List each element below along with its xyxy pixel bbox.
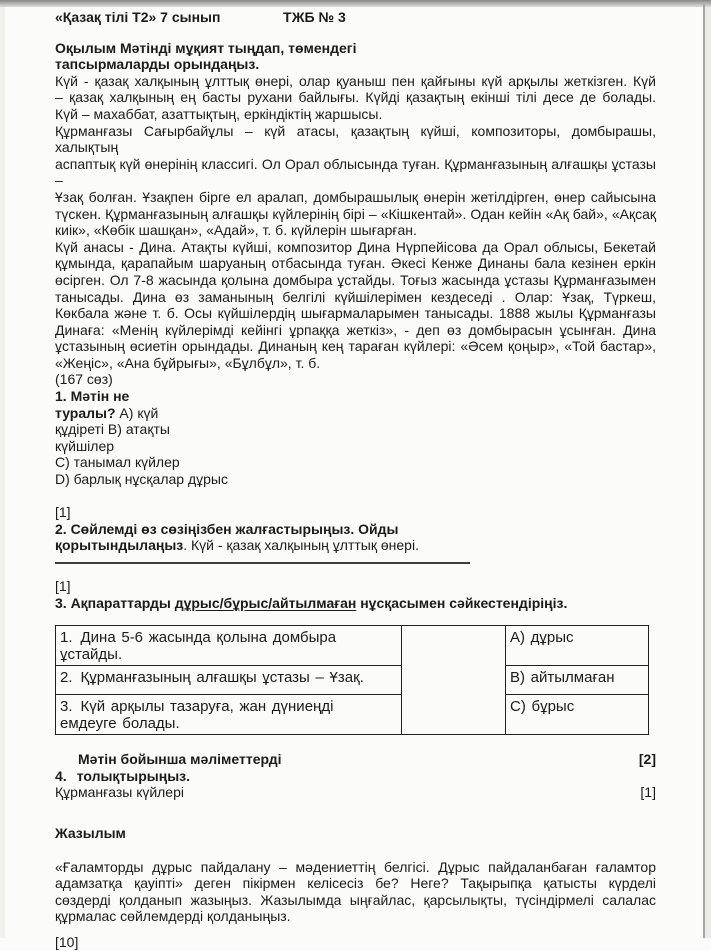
scan-right-gutter (705, 7, 711, 938)
statement-text: Күй арқылы тазаруға, жан дүниеңді емдеуге болады. (60, 698, 334, 733)
question-4-title: толықтырыңыз. (76, 767, 190, 784)
option-a-b-line: құдіреті В) атақты (55, 421, 170, 438)
text-line: Күй - қазақ халқының ұлттық өнері, олар қуаныш пен қайғыны күй арқылы жеткізген. Күй (55, 72, 656, 89)
text-line: киік», «Көбік шашқан», «Адай», т. б. күйлерін шығарған. (55, 222, 417, 239)
answer-stub-text: Құрманғазы күйлері (55, 784, 184, 801)
statement-text-wrap (60, 698, 370, 732)
text-line: танысады. Дина өз заманының белгілі күйшілерімен кездеседі . Олар: Ұзақ, Түркеш, (55, 288, 656, 305)
question-2-stem-line: 2. Сөйлемді өз сөзіңізбен жалғастырыңыз. Ойды (55, 520, 399, 537)
course-title: «Қазақ тілі Т2» 7 сынып (55, 9, 221, 25)
text-line: құрмалас сөйлемдерді қолданыңыз. (55, 908, 291, 925)
text-line: Ұзақ болған. Ұзақпен бірге ел аралап, домбырашылық өнерін жетілдірген, өнер сайысына (55, 188, 656, 205)
text-line: Құрманғазы Сағырбайұлы – күй атасы, қазақтың күйші, композиторы, домбырашы, халықтың (55, 122, 656, 156)
text-line: Көкбала және т. б. Осы күйшілердің шығармаларымен танысады. 1888 жылы Құрманғазы (55, 305, 656, 322)
question-3-stem (55, 595, 656, 612)
score-marker: [1] (640, 784, 656, 801)
writing-paragraph (55, 859, 656, 925)
question-3-stem-end: нұсқасымен сәйкестендіріңіз. (356, 594, 568, 611)
text-line: құмында, қарапайым шаруаның отбасында туған. Әкесі Кенже Динаны бала кезінен еркін (55, 255, 656, 272)
question-4-intro: Мәтін бойынша мәліметтерді (78, 751, 282, 768)
question-2-stem-line (55, 537, 656, 554)
question-2 (55, 521, 656, 595)
statement-cell (56, 695, 402, 735)
question-3-stem-start: 3. Ақпараттарды (55, 594, 175, 611)
reading-section (55, 40, 656, 73)
option-a-text: А) күй (115, 404, 159, 421)
statement-number: 1. (60, 629, 73, 647)
matching-table (55, 625, 649, 735)
text-line: өсірген. Ол 7-8 жасында қолына домбыра ұстайды. Тоғыз жасында ұстазы Құрманғазымен (55, 271, 656, 288)
question-4-intro-row (55, 751, 656, 768)
test-number: ТЖБ № 3 (283, 9, 346, 25)
text-line: Динаға: «Менің күйлерімді кейінгі ұрпаққа жеткіз», - деп өз домбырасын ұсынған. Дина (55, 321, 656, 338)
text-line: аспаптық күй өнерінің классигі. Ол Орал облысында туған. Құрманғазының алғашқы ұстазы – (55, 155, 656, 189)
text-line: Күй – махаббат, азаттықтың, еркіндіктің жаршысы. (55, 105, 383, 122)
question-3 (55, 595, 656, 736)
scan-right-edge-line (703, 4, 705, 938)
reading-instruction-line: Оқылым Мәтінді мұқият тыңдап, төмендегі (55, 39, 357, 56)
table-row (56, 695, 649, 735)
option-cell: А) дұрыс (506, 626, 649, 666)
statement-number: 3. (60, 698, 73, 716)
statement-number: 2. (60, 669, 73, 687)
word-count: (167 сөз) (55, 371, 113, 388)
reading-paragraph-1 (55, 73, 656, 123)
question-1-stem-bold: туралы? (55, 404, 116, 421)
option-b-line: күйшілер (55, 437, 115, 454)
question-2-stem-bold: қорытындылаңыз (55, 537, 184, 554)
statement-text: Дина 5-6 жасында қолына домбыра ұстайды. (60, 629, 337, 664)
option-cell: В) айтылмаған (506, 666, 649, 695)
score-marker: [10] (55, 933, 79, 950)
option-d-line: D) барлық нұсқалар дұрыс (55, 471, 228, 488)
scan-top-edge (0, 0, 711, 7)
scan-left-edge (0, 7, 5, 938)
question-3-underlined-terms: дұрыс/бұрыс/айтылмаған (174, 594, 357, 611)
text-line: адамзатқа қауіпті» деген пікірмен келісесіз бе? Неге? Тақырыпқа қатысты күрделі (55, 875, 656, 892)
option-cell: С) бұрыс (506, 695, 649, 735)
reading-instruction-line: тапсырмаларды орындаңыз. (55, 56, 260, 73)
question-4 (55, 751, 656, 801)
writing-section (55, 825, 656, 951)
blank-line (55, 488, 656, 505)
text-line: ұстазының өсиетін орындады. Динаның кең тараған күйлері: «Әсем қоңыр», «Той бастар», (55, 338, 656, 355)
writing-heading: Жазылым (55, 824, 126, 841)
reading-paragraph-2 (55, 123, 656, 239)
text-line: сөздерді қолданып жазыңыз. Жазылымда ыңғайлас, қарсылықты, түсіндірмелі салалас (55, 891, 656, 908)
text-line: «Ғаламторды дұрыс пайдалану – мәдениеттің белгісі. Дұрыс пайдаланбаған ғаламтор (55, 858, 656, 875)
statement-cell (56, 666, 402, 695)
question-1-stem-line (55, 405, 656, 422)
question-4-answer-row (55, 784, 656, 801)
question-1 (55, 388, 656, 521)
answer-write-in-cell (402, 626, 506, 735)
question-1-stem-line: 1. Мәтін не (55, 388, 130, 405)
reading-paragraph-3 (55, 239, 656, 372)
answer-blank-line (55, 562, 470, 564)
statement-cell (56, 626, 402, 666)
question-4-stem (55, 768, 656, 785)
text-line: түскен. Құрманғазының алғашқы күйлерінің бірі – «Кішкентай». Одан кейін «Ақ бай», «Ақсақ (55, 205, 656, 222)
table-row (56, 666, 649, 695)
table-row (56, 626, 649, 666)
score-marker: [1] (55, 578, 71, 594)
document-header (55, 9, 656, 26)
text-line: «Жеңіс», «Ана бұйрығы», «Бұлбұл», т. б. (55, 354, 321, 371)
text-line: Күй анасы - Дина. Атақты күйші, композитор Дина Нүрпейісова да Орал облысы, Бекетай (55, 238, 656, 255)
question-4-number: 4. (55, 767, 67, 784)
statement-text: Құрманғазының алғашқы ұстазы – Ұзақ. (80, 669, 364, 687)
text-line: – қазақ халқының ең басты рухани байлығы. Күйді қазақтың екінші тілі десе де болады. (55, 89, 656, 106)
option-c-line: С) танымал күйлер (55, 454, 180, 471)
page-content (55, 9, 656, 951)
score-marker: [2] (638, 751, 656, 768)
score-marker: [1] (55, 504, 71, 521)
question-2-sentence: . Күй - қазақ халқының ұлттық өнері. (183, 537, 419, 554)
